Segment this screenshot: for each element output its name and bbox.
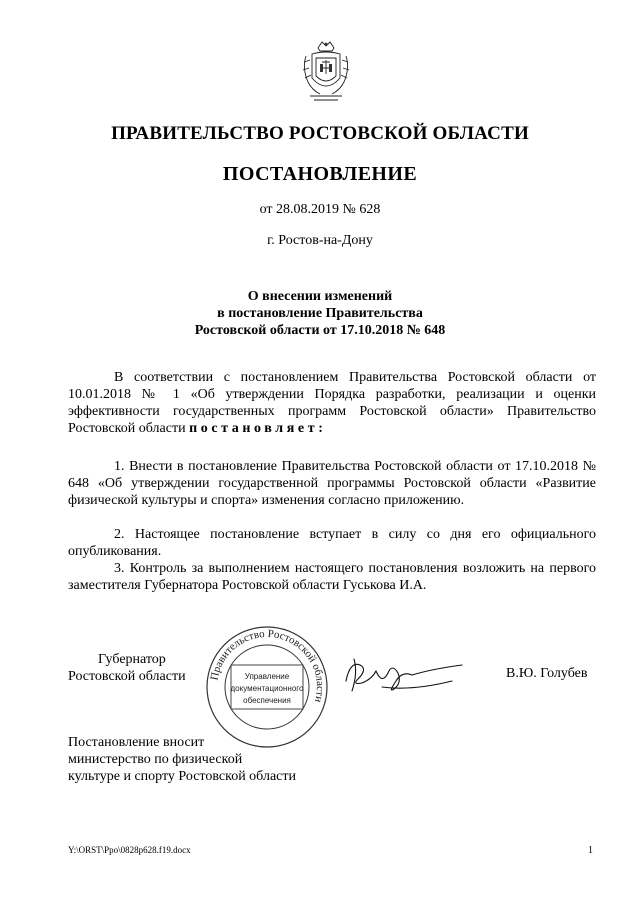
stamp-box-line: документационного <box>230 684 304 693</box>
preamble-paragraph <box>68 369 596 437</box>
subject-line: О внесении изменений <box>247 289 393 304</box>
position-line: Губернатор <box>98 652 166 667</box>
position-line: Ростовской области <box>68 669 186 684</box>
preamble-text: В соответствии с постановлением Правительства Ростовской области от 10.01.2018 № 1 «Об утверждении Порядка разработки, реализации и оценки эффективности государственных программ Ростовской области» Правительство Ростовской области <box>68 370 596 436</box>
file-path: Y:\ORST\Ppo\0828p628.f19.docx <box>68 845 191 855</box>
page-number: 1 <box>588 845 593 856</box>
stamp-box-line: Управление <box>244 672 290 681</box>
item-text: 1. Внести в постановление Правительства Ростовской области от 17.10.2018 № 648 «Об утверждении государственной программы Ростовской области «Развитие физической культуры и спорта» изменения согласно приложению. <box>68 459 596 508</box>
document-subject <box>0 288 640 339</box>
document-type: ПОСТАНОВЛЕНИЕ <box>222 163 418 185</box>
stamp-box-line: обеспечения <box>243 696 291 705</box>
submitted-by-note <box>68 734 296 785</box>
signatory-position <box>68 651 186 685</box>
official-stamp <box>205 625 329 749</box>
item-text: 3. Контроль за выполнением настоящего постановления возложить на первого заместителя Губернатора Ростовской области Гуськова И.А. <box>68 561 596 593</box>
item-3 <box>68 560 596 594</box>
subject-line: Ростовской области от 17.10.2018 № 648 <box>194 323 446 338</box>
note-line: министерство по физической <box>68 752 243 767</box>
coat-of-arms-icon <box>296 38 356 104</box>
item-1 <box>68 458 596 509</box>
signatory-name: В.Ю. Голубев <box>506 666 588 681</box>
note-line: культуре и спорту Ростовской области <box>68 769 296 784</box>
document-city: г. Ростов-на-Дону <box>267 233 373 248</box>
item-2 <box>68 526 596 560</box>
decree-word: постановляет: <box>189 421 327 436</box>
stamp-ring-text: Правительство Ростовской области <box>208 627 327 704</box>
document-date-number: от 28.08.2019 № 628 <box>259 202 381 217</box>
subject-line: в постановление Правительства <box>217 306 423 321</box>
item-text: 2. Настоящее постановление вступает в силу со дня его официального опубликования. <box>68 527 596 559</box>
organization-title: ПРАВИТЕЛЬСТВО РОСТОВСКОЙ ОБЛАСТИ <box>111 123 529 144</box>
note-line: Постановление вносит <box>68 735 205 750</box>
handwritten-signature <box>342 651 467 697</box>
